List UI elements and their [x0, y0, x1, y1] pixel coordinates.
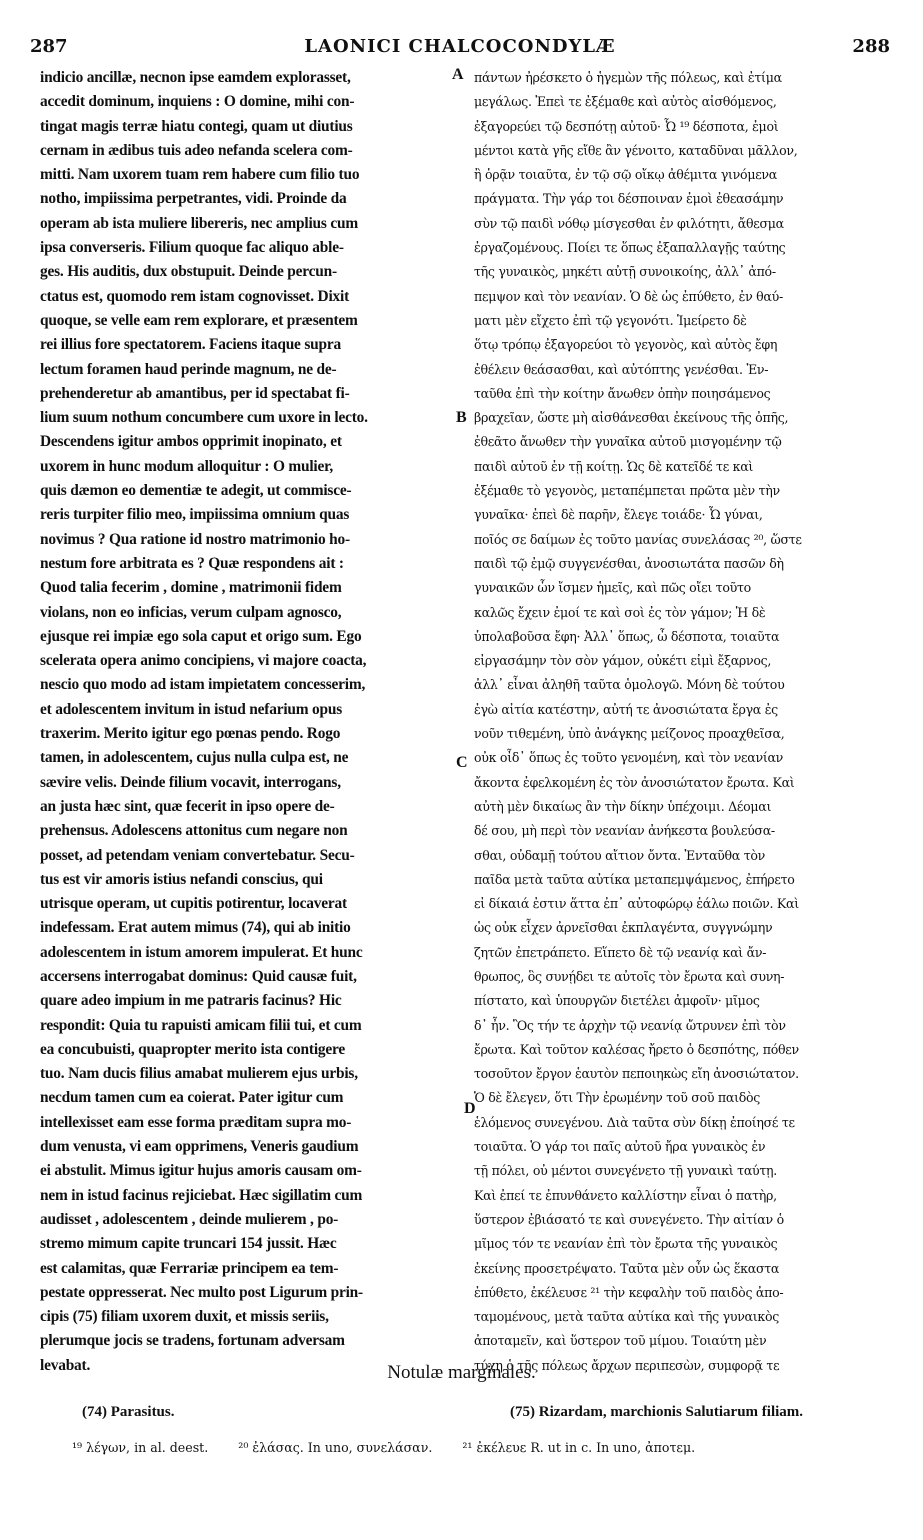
latin-text-line: reris turpiter filio meo, impiissima omnium quas	[40, 506, 350, 524]
greek-text-line: μέντοι κατὰ γῆς εἴθε ἂν γένοιτο, καταδῦναι μᾶλλον,	[474, 142, 798, 158]
latin-text-line: lectum foramen haud perinde magnum, ne de-	[40, 360, 337, 378]
latin-text-line: tuo. Nam ducis filius amabat mulierem ejus urbis,	[40, 1065, 358, 1083]
page-number-left: 287	[30, 36, 68, 57]
greek-text-line: ἑλόμενος συνεγένου. Διὰ ταῦτα σὺν δίκῃ ἐποίησέ τε	[474, 1114, 795, 1130]
latin-text-line: levabat.	[40, 1356, 91, 1374]
greek-text-line: ἐκείνης προσετρέψατο. Ταῦτα μὲν οὖν ὡς ἕκαστα	[474, 1260, 780, 1276]
latin-text-line: ges. His auditis, dux obstupuit. Deinde percun-	[40, 263, 337, 281]
note-74: (74) Parasitus.	[82, 1404, 175, 1420]
greek-text-line: βραχεῖαν, ὥστε μὴ αἰσθάνεσθαι ἐκείνους τῆς ὀπῆς,	[474, 410, 789, 426]
greek-text-line: δ᾿ ἦν. Ὃς τήν τε ἀρχὴν τῷ νεανίᾳ ὤτρυνεν ἐπὶ τὸν	[474, 1017, 786, 1033]
margin-letter-a: A	[452, 66, 464, 83]
greek-text-line: αὐτὴ μὲν δικαίως ἂν τὴν δίκην ὑπέχοιμι. Δέομαι	[474, 798, 772, 814]
latin-text-line: novimus ? Qua ratione id nostro matrimonio ho-	[40, 530, 350, 548]
greek-text-line: δέ σου, μὴ περὶ τὸν νεανίαν ἀνήκεστα βουλεύσα-	[474, 823, 775, 839]
latin-text-line: cipis (75) filiam uxorem duxit, et missis seriis,	[40, 1308, 329, 1326]
running-title: LAONICI CHALCOCONDYLÆ	[304, 36, 616, 57]
greek-text-line: πράγματα. Τὴν γάρ τοι δέσποιναν ἐμοὶ ἐθεασάμην	[474, 191, 784, 207]
greek-text-line: εἰ δίκαιά ἐστιν ἅττα ἐπ᾿ αὐτοφώρῳ ἑάλω ποιῶν. Καὶ	[474, 896, 799, 912]
greek-column	[474, 66, 892, 1378]
latin-text-line: nescio quo modo ad istam impietatem concesserim,	[40, 676, 366, 694]
greek-text-line: οὐκ οἶδ᾿ ὅπως ἐς τοῦτο γενομένη, καὶ τὸν νεανίαν	[474, 750, 784, 766]
latin-text-line: pestate oppresserat. Nec multo post Ligurum prin-	[40, 1283, 363, 1301]
margin-letter-d: D	[464, 1100, 476, 1117]
greek-text-line: ἄκοντα ἐφελκομένη ἐς τὸν ἀνοσιώτατον ἔρωτα. Καὶ	[474, 774, 795, 790]
notes-heading: Notulæ marginales.	[387, 1362, 536, 1383]
latin-text-line: mitti. Nam uxorem tuam rem habere cum filio tuo	[40, 166, 360, 184]
greek-text-line: ταμομένους, μετὰ ταῦτα αὐτίκα καὶ τῆς γυναικὸς	[474, 1309, 780, 1325]
latin-text-line: nem in istud facinus rejiciebat. Hæc sigillatim cum	[40, 1186, 363, 1204]
latin-text-line: traxerim. Merito igitur ego pœnas pendo. Rogo	[40, 725, 341, 743]
latin-text-line: audisset , adolescentem , deinde mulierem , po-	[40, 1210, 339, 1228]
latin-text-line: accersens interrogabat dominus: Quid causæ fuit,	[40, 967, 357, 985]
margin-letter-c: C	[456, 754, 468, 771]
greek-text-line: ἔρωτα. Καὶ τοῦτον καλέσας ἤρετο ὁ δεσπότης, πόθεν	[474, 1041, 799, 1057]
greek-text-line: ζητῶν ἐπετράπετο. Εἵπετο δὲ τῷ νεανίᾳ καὶ ἄν-	[474, 944, 767, 960]
latin-text-line: an justa hæc sint, quæ fecerit in ipso opere de-	[40, 797, 335, 815]
greek-text-line: τύχη ὁ τῆς πόλεως ἄρχων περιπεσὼν, συμφορᾷ τε	[474, 1357, 780, 1373]
latin-text-line: ejusque rei impiæ ego sola caput et origo sum. Ego	[40, 627, 362, 645]
greek-text-line: πίστατο, καὶ ὑπουργῶν διετέλει ἀμφοῖν· μῖμος	[474, 993, 760, 1009]
greek-text-line: τοσοῦτον ἔργον ἑαυτὸν πεποιηκὼς εἴη ἀνοσιώτατον.	[474, 1066, 799, 1082]
greek-text-line: ἐξέμαθε τὸ γεγονὸς, μεταπέμπεται πρῶτα μὲν τὴν	[474, 483, 780, 499]
greek-text-line: ὅτῳ τρόπῳ ἐξαγορεύοι τὸ γεγονὸς, καὶ αὐτὸς ἔφη	[474, 337, 778, 353]
greek-text-line: τοιαῦτα. Ὁ γάρ τοι παῖς αὐτοῦ ἤρα γυναικὸς ἐν	[474, 1139, 766, 1155]
latin-text-line: prehensus. Adolescens attonitus cum negare non	[40, 822, 348, 840]
latin-text-line: Descendens igitur ambos opprimit inopinato, et	[40, 433, 342, 451]
latin-text-line: ipsa converseris. Filium quoque fac aliquo able-	[40, 239, 344, 257]
latin-text-line: notho, impiissima perpetrantes, vidi. Proinde da	[40, 190, 347, 208]
latin-text-line: quis dæmon eo dementiæ te adegit, ut commisce-	[40, 482, 352, 500]
latin-text-line: tus est vir amoris istius nefandi conscius, qui	[40, 870, 323, 888]
latin-text-line: plerumque jocis se tradens, fortunam adversam	[40, 1332, 345, 1350]
greek-text-line: μεγάλως. Ἐπεὶ τε ἐξέμαθε καὶ αὐτὸς αἰσθόμενος,	[474, 94, 777, 110]
latin-text-line: est calamitas, quæ Ferrariæ principem ea tem-	[40, 1259, 339, 1277]
greek-text-line: τῆς γυναικὸς, μηκέτι αὐτῇ συνοικοίης, ἀλλ᾿ ἀπό-	[474, 264, 776, 280]
latin-text-line: uxorem in hunc modum alloquitur : O mulier,	[40, 457, 333, 475]
greek-text-line: ἐθέλειν θεάσασθαι, καὶ αὐτόπτης γενέσθαι. Ἐν-	[474, 361, 769, 377]
greek-text-line: σθαι, οὐδαμῇ τούτου αἴτιον ὄντα. Ἐνταῦθα τὸν	[474, 847, 766, 863]
greek-text-line: ὕστερον ἐβιάσατό τε καὶ συνεγένετο. Τὴν αἰτίαν ὁ	[474, 1211, 784, 1227]
latin-text-line: violans, non eo inficias, verum culpam agnosco,	[40, 603, 342, 621]
latin-text-line: dum venusta, vi eam opprimens, Veneris gaudium	[40, 1138, 359, 1156]
greek-text-line: μῖμος τόν τε νεανίαν ἐπὶ τὸν ἔρωτα τῆς γυναικὸς	[474, 1236, 778, 1252]
page-number-right: 288	[852, 36, 890, 57]
latin-text-line: utrisque operam, ut cupitis potirentur, locaverat	[40, 895, 347, 913]
latin-text-line: lium suum nothum concumbere cum uxore in lecto.	[40, 409, 368, 427]
greek-text-line: θρωπος, ὃς συνῄδει τε αὐτοῖς τὸν ἔρωτα καὶ συνη-	[474, 968, 785, 984]
latin-text-line: cernam in ædibus tuis adeo nefanda scelera com-	[40, 141, 353, 159]
latin-text-line: quoque, se velle eam rem explorare, et præsentem	[40, 311, 358, 329]
greek-text-line: ἀποταμεῖν, καὶ ὕστερον τοῦ μίμου. Τοιαύτη μὲν	[474, 1333, 767, 1349]
greek-text-line: ἐθεᾶτο ἄνωθεν τὴν γυναῖκα αὐτοῦ μισγομένην τῷ	[474, 434, 782, 450]
latin-text-line: stremo mimum capite truncari 154 jussit. Hæc	[40, 1235, 337, 1253]
greek-text-line: γυναῖκα· ἐπεὶ δὲ παρῆν, ἔλεγε τοιάδε· Ὦ γύναι,	[474, 507, 763, 523]
latin-text-line: adolescentem in istum amorem impulerat. Et hunc	[40, 943, 363, 961]
greek-text-line: ὡς οὐκ εἶχεν ἀρνεῖσθαι ἐκπλαγέντα, συγγνώμην	[474, 920, 773, 936]
greek-text-line: ἢ ὁρᾷν τοιαῦτα, ἐν τῷ σῷ οἴκῳ ἀθέμιτα γινόμενα	[474, 167, 777, 183]
latin-text-line: ctatus est, quomodo rem istam cognovisset. Dixit	[40, 287, 350, 305]
latin-text-line: tingat magis terræ hiatu contegi, quam ut diutius	[40, 117, 353, 135]
latin-text-line: rei illius fore spectatorem. Faciens itaque supra	[40, 336, 341, 354]
greek-text-line: παῖδα μετὰ ταῦτα αὐτίκα μεταπεμψάμενος, ἐπήρετο	[474, 871, 795, 887]
latin-text-line: sævire velis. Deinde filium vocavit, interrogans,	[40, 773, 341, 791]
latin-text-line: prehenderetur ab amantibus, per id spectabat fi-	[40, 384, 350, 402]
latin-text-line: quare adeo impium in me patraris facinus? Hic	[40, 992, 342, 1010]
greek-text-line: πεμψον καὶ τὸν νεανίαν. Ὁ δὲ ὡς ἐπύθετο, ἐν θαύ-	[474, 288, 783, 304]
margin-letter-b: B	[456, 409, 467, 426]
greek-text-line: ἐξαγορεύει τῷ δεσπότῃ αὐτοῦ· Ὦ ¹⁹ δέσποτα, ἐμοὶ	[474, 118, 779, 134]
latin-column	[40, 66, 455, 1378]
latin-text-line: ea concubuisti, quapropter merito ista contigere	[40, 1040, 346, 1058]
greek-text-line: ἐπύθετο, ἐκέλευσε ²¹ τὴν κεφαλὴν τοῦ παιδὸς ἀπο-	[474, 1284, 784, 1300]
variant-readings	[72, 1440, 892, 1455]
latin-text-line: intellexisset eam esse forma præditam supra mo-	[40, 1113, 352, 1131]
latin-text-line: indefessam. Erat autem mimus (74), qui ab initio	[40, 919, 351, 937]
greek-text-line: ἐργαζομένους. Ποίει τε ὅπως ἐξαπαλλαγῇς ταύτης	[474, 240, 786, 256]
note-75: (75) Rizardam, marchionis Salutiarum filiam.	[510, 1404, 804, 1420]
greek-text-line: σὺν τῷ παιδὶ νόθῳ μίσγεσθαι ἐν φιλότητι, ἄθεσμα	[474, 215, 784, 231]
greek-text-line: νοῦν τιθεμένη, ὑπὸ ἀνάγκης μείζονος προαχθεῖσα,	[474, 726, 785, 742]
greek-text-line: καλῶς ἔχειν ἐμοί τε καὶ σοὶ ἐς τὸν γάμον; Ἡ δὲ	[474, 604, 766, 620]
latin-text-line: ei abstulit. Mimus igitur hujus amoris causam om-	[40, 1162, 362, 1180]
greek-text-line: ὑπολαβοῦσα ἔφη· Ἀλλ᾿ ὅπως, ὦ δέσποτα, τοιαῦτα	[474, 628, 780, 644]
latin-text-line: et adolescentem invitum in istud nefarium opus	[40, 700, 343, 718]
latin-text-line: posset, ad petendam veniam convertebatur. Secu-	[40, 846, 355, 864]
running-header	[30, 36, 890, 62]
variant-21: ²¹ ἐκέλευε R. ut in c. In uno, ἀποτεμ.	[462, 1440, 696, 1455]
variant-19: ¹⁹ λέγων, in al. deest.	[72, 1440, 209, 1455]
greek-text-line: Ὁ δὲ ἔλεγεν, ὅτι Τὴν ἐρωμένην τοῦ σοῦ παιδὸς	[474, 1090, 761, 1106]
greek-text-line: γυναικῶν ὧν ἴσμεν ἡμεῖς, καὶ πῶς οἴει τοῦτο	[474, 580, 751, 596]
greek-text-line: ἀλλ᾿ εἶναι ἀληθῆ ταῦτα ὁμολογῶ. Μόνη δὲ τούτου	[474, 677, 785, 693]
greek-text-line: ἐγὼ αἰτία κατέστην, αὐτή τε ἀνοσιώτατα ἔργα ἐς	[474, 701, 778, 717]
greek-text-line: ποῖός σε δαίμων ἐς τοῦτο μανίας συνελάσας ²⁰, ὥστε	[474, 531, 802, 547]
latin-text-line: accedit dominum, inquiens : O domine, mihi con-	[40, 93, 355, 111]
latin-text-line: tamen, in adolescentem, cujus nulla culpa est, ne	[40, 749, 349, 767]
greek-text-line: Καὶ ἐπεί τε ἐπυνθάνετο καλλίστην εἶναι ὁ πατὴρ,	[474, 1187, 777, 1203]
latin-text-line: Quod talia fecerim , domine , matrimonii fidem	[40, 579, 342, 597]
variant-20: ²⁰ ἐλάσας. In uno, συνελάσαν.	[238, 1440, 433, 1455]
greek-text-line: ταῦθα ἐπὶ τὴν κοίτην ἄνωθεν ὀπὴν ποιησάμενος	[474, 385, 771, 401]
latin-text-line: indicio ancillæ, necnon ipse eamdem explorasset,	[40, 69, 351, 86]
greek-text-line: παιδὶ αὐτοῦ ἐν τῇ κοίτῃ. Ὡς δὲ κατεῖδέ τε καὶ	[474, 458, 754, 474]
latin-text-line: respondit: Quia tu rapuisti amicam filii tui, et cum	[40, 1016, 362, 1034]
latin-text-line: necdum tamen cum ea coierat. Pater igitur cum	[40, 1089, 344, 1107]
greek-text-line: πάντων ἠρέσκετο ὁ ἡγεμὼν τῆς πόλεως, καὶ ἐτίμα	[474, 70, 782, 85]
greek-text-line: εἰργασάμην τὸν σὸν γάμον, οὐκέτι εἰμὶ ἔξαρνος,	[474, 653, 772, 669]
greek-text-line: παιδὶ τῷ ἐμῷ συγγενέσθαι, ἀνοσιωτάτα πασῶν δὴ	[474, 555, 784, 571]
latin-text-line: scelerata opera animo concipiens, vi majore coacta,	[40, 652, 367, 670]
greek-text-line: ματι μὲν εἴχετο ἐπὶ τῷ γεγονότι. Ἱμείρετο δὲ	[474, 312, 747, 328]
latin-text-line: operam ab ista muliere libereris, nec amplius cum	[40, 214, 358, 232]
greek-text-line: τῇ πόλει, οὐ μέντοι συνεγένετο τῇ γυναικὶ ταύτῃ.	[474, 1163, 777, 1179]
latin-text-line: nestum fore arbitrata es ? Quæ respondens ait :	[40, 554, 344, 572]
